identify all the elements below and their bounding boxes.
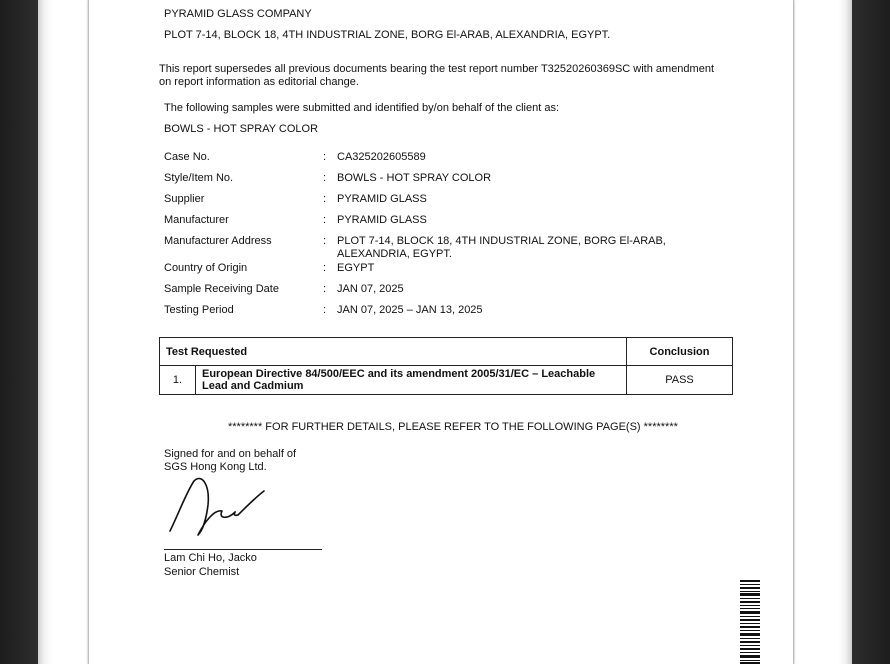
signature-line [164,549,322,550]
detail-value: PLOT 7-14, BLOCK 18, 4TH INDUSTRIAL ZONE, BORG El-ARAB, ALEXANDRIA, EGYPT. [337,235,666,260]
signer-title: Senior Chemist [164,566,240,578]
detail-label: Manufacturer Address [164,235,272,247]
detail-label: Country of Origin [164,262,248,274]
barcode-icon [740,580,760,664]
header-conclusion: Conclusion [627,338,733,366]
detail-colon: : [323,262,327,274]
detail-label: Style/Item No. [164,172,234,184]
client-name: PYRAMID GLASS COMPANY [164,8,312,20]
handwritten-signature [164,475,274,537]
header-test-requested: Test Requested [160,338,627,366]
detail-value: PYRAMID GLASS [337,193,427,205]
detail-value: PYRAMID GLASS [337,214,427,226]
signoff-company: SGS Hong Kong Ltd. [164,461,267,473]
signoff-line1: Signed for and on behalf of [164,448,297,460]
detail-label: Sample Receiving Date [164,283,279,295]
further-details-note: ******** FOR FURTHER DETAILS, PLEASE REFER TO THE FOLLOWING PAGE(S) ******** [228,421,678,433]
table-header-row [160,338,733,366]
detail-colon: : [323,172,327,184]
detail-value: EGYPT [337,262,375,274]
row-number: 1. [160,366,196,395]
detail-colon: : [323,193,327,205]
detail-colon: : [323,214,327,226]
detail-value: JAN 07, 2025 – JAN 13, 2025 [337,304,483,316]
detail-label: Supplier [164,193,205,205]
detail-label: Testing Period [164,304,234,316]
detail-colon: : [323,283,327,295]
supersede-note: This report supersedes all previous documents bearing the test report number T32520260369SC with amendment on report information as editorial change. [159,63,715,88]
results-table [159,337,733,395]
client-address: PLOT 7-14, BLOCK 18, 4TH INDUSTRIAL ZONE, BORG El-ARAB, ALEXANDRIA, EGYPT. [164,29,611,41]
samples-intro: The following samples were submitted and identified by/on behalf of the client as: [164,102,560,114]
detail-colon: : [323,235,327,247]
detail-label: Manufacturer [164,214,229,226]
detail-value: BOWLS - HOT SPRAY COLOR [337,172,492,184]
row-test: European Directive 84/500/EEC and its amendment 2005/31/EC – Leachable Lead and Cadmium [196,366,627,395]
detail-label: Case No. [164,151,210,163]
detail-value: JAN 07, 2025 [337,283,404,295]
detail-value: CA325202605589 [337,151,426,163]
table-row [160,366,733,395]
signer-name: Lam Chi Ho, Jacko [164,552,257,564]
row-conclusion: PASS [627,366,733,395]
sample-name: BOWLS - HOT SPRAY COLOR [164,123,319,135]
detail-colon: : [323,304,327,316]
detail-colon: : [323,151,327,163]
